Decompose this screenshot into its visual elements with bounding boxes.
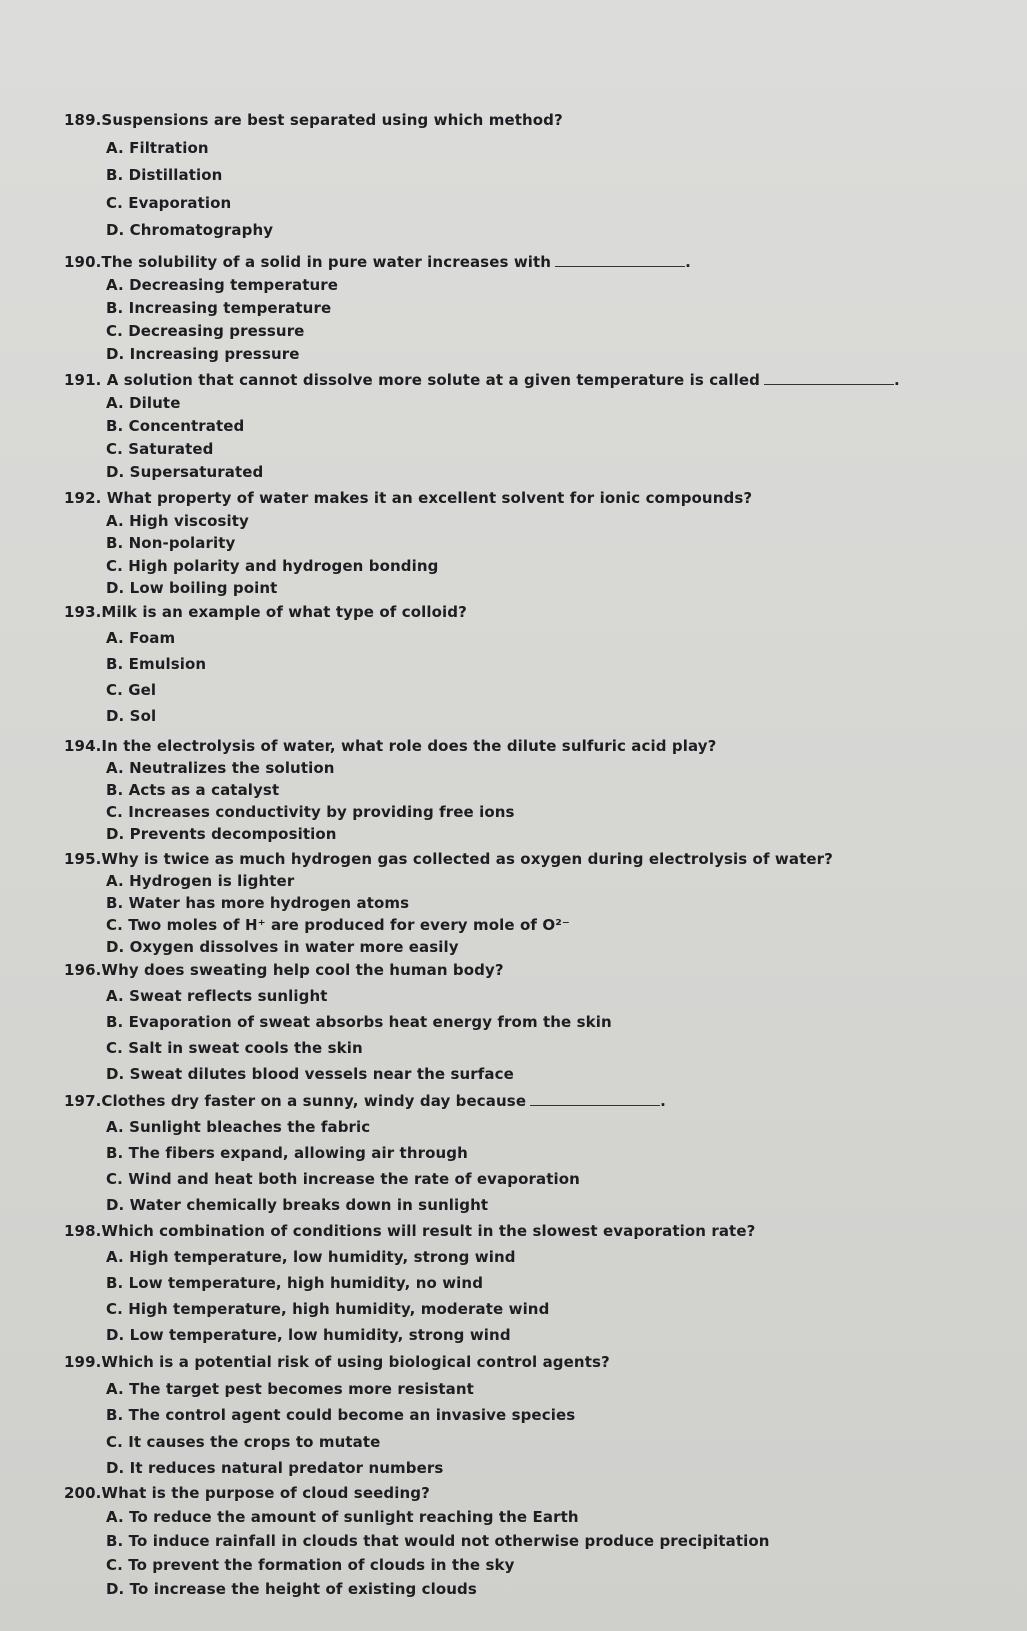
answer-option: B. Distillation <box>106 166 223 184</box>
answer-option: A. High viscosity <box>106 511 249 530</box>
answer-option: B. Water has more hydrogen atoms <box>106 894 410 912</box>
question-189 <box>64 111 563 129</box>
question-number: 199. <box>64 1353 102 1371</box>
answer-option: B. The control agent could become an invasive species <box>106 1406 576 1424</box>
question-number: 192. <box>64 489 107 507</box>
answer-blank <box>764 372 894 385</box>
question-text: Why is twice as much hydrogen gas collected as oxygen during electrolysis of water? <box>101 850 833 868</box>
answer-option: B. To induce rainfall in clouds that would not otherwise produce precipitation <box>106 1532 770 1550</box>
answer-option: D. Sweat dilutes blood vessels near the surface <box>106 1065 514 1083</box>
question-197: 197.Clothes dry faster on a sunny, windy day because . <box>64 1092 666 1110</box>
answer-option: A. Neutralizes the solution <box>106 759 335 777</box>
answer-option: B. Acts as a catalyst <box>106 781 280 799</box>
question-text: Which is a potential risk of using biological control agents? <box>101 1353 610 1371</box>
answer-option: C. Gel <box>106 681 157 699</box>
question-196 <box>64 961 504 979</box>
answer-option: B. Concentrated <box>106 417 245 435</box>
answer-blank <box>555 254 685 267</box>
question-195 <box>64 850 833 868</box>
answer-option: C. Increases conductivity by providing free ions <box>106 803 515 821</box>
answer-option: C. High polarity and hydrogen bonding <box>106 556 439 575</box>
question-193 <box>64 603 467 621</box>
answer-option: A. The target pest becomes more resistant <box>106 1379 474 1398</box>
answer-option: B. The fibers expand, allowing air through <box>106 1144 468 1162</box>
answer-option: C. Evaporation <box>106 193 232 212</box>
answer-option: A. Sweat reflects sunlight <box>106 987 328 1005</box>
answer-option: A. Hydrogen is lighter <box>106 872 295 890</box>
question-194 <box>64 737 716 755</box>
answer-option: A. To reduce the amount of sunlight reaching the Earth <box>106 1508 579 1526</box>
question-number: 200. <box>64 1484 102 1502</box>
answer-option: D. Increasing pressure <box>106 345 300 363</box>
question-number: 197. <box>64 1092 102 1110</box>
question-number: 189. <box>64 111 102 129</box>
answer-option: C. High temperature, high humidity, moderate wind <box>106 1300 550 1318</box>
answer-option: D. Low boiling point <box>106 579 278 597</box>
question-text: Milk is an example of what type of colloid? <box>101 603 467 621</box>
answer-option: D. Oxygen dissolves in water more easily <box>106 938 459 956</box>
question-number: 195. <box>64 850 102 868</box>
answer-option: C. Saturated <box>106 440 214 458</box>
question-199 <box>64 1353 610 1371</box>
answer-option: C. To prevent the formation of clouds in the sky <box>106 1556 515 1574</box>
question-198 <box>64 1222 755 1240</box>
answer-option: D. Chromatography <box>106 221 274 239</box>
answer-option: B. Non-polarity <box>106 534 236 552</box>
answer-option: B. Emulsion <box>106 655 207 673</box>
question-text: In the electrolysis of water, what role does the dilute sulfuric acid play? <box>101 737 717 755</box>
answer-option: D. To increase the height of existing clouds <box>106 1580 477 1598</box>
answer-option: D. It reduces natural predator numbers <box>106 1459 444 1477</box>
answer-option: C. Two moles of H⁺ are produced for every mole of O²⁻ <box>106 916 570 934</box>
question-text: Clothes dry faster on a sunny, windy day because <box>101 1092 527 1110</box>
question-191: 191. A solution that cannot dissolve more solute at a given temperature is called . <box>64 371 900 389</box>
answer-option: A. High temperature, low humidity, strong wind <box>106 1248 516 1266</box>
question-192 <box>64 489 752 507</box>
question-text: A solution that cannot dissolve more solute at a given temperature is called <box>106 371 761 389</box>
answer-option: D. Prevents decomposition <box>106 825 337 843</box>
answer-option: B. Evaporation of sweat absorbs heat energy from the skin <box>106 1013 612 1031</box>
answer-blank <box>530 1093 660 1106</box>
answer-option: C. Decreasing pressure <box>106 322 305 340</box>
answer-option: D. Sol <box>106 707 157 725</box>
question-number: 198. <box>64 1222 102 1240</box>
answer-option: A. Filtration <box>106 138 209 157</box>
question-200 <box>64 1484 430 1502</box>
answer-option: D. Supersaturated <box>106 463 264 481</box>
question-number: 191. <box>64 371 107 389</box>
answer-option: C. It causes the crops to mutate <box>106 1432 381 1451</box>
answer-option: A. Decreasing temperature <box>106 276 339 294</box>
answer-option: D. Low temperature, low humidity, strong wind <box>106 1326 511 1344</box>
answer-option: A. Foam <box>106 629 176 647</box>
answer-option: B. Low temperature, high humidity, no wind <box>106 1274 484 1292</box>
answer-option: A. Sunlight bleaches the fabric <box>106 1118 371 1136</box>
question-text: Which combination of conditions will result in the slowest evaporation rate? <box>101 1222 756 1240</box>
question-190: 190.The solubility of a solid in pure water increases with . <box>64 253 691 271</box>
answer-option: B. Increasing temperature <box>106 299 332 317</box>
answer-option: C. Wind and heat both increase the rate of evaporation <box>106 1170 580 1188</box>
question-number: 196. <box>64 961 102 979</box>
question-number: 190. <box>64 253 102 271</box>
answer-option: C. Salt in sweat cools the skin <box>106 1039 363 1057</box>
answer-option: D. Water chemically breaks down in sunlight <box>106 1196 489 1214</box>
question-number: 193. <box>64 603 102 621</box>
answer-option: A. Dilute <box>106 394 181 412</box>
question-text: The solubility of a solid in pure water increases with <box>101 253 552 271</box>
question-text: Suspensions are best separated using which method? <box>101 111 563 129</box>
question-text: What is the purpose of cloud seeding? <box>101 1484 430 1502</box>
question-text: Why does sweating help cool the human body? <box>101 961 504 979</box>
question-number: 194. <box>64 737 102 755</box>
question-text: What property of water makes it an excellent solvent for ionic compounds? <box>106 489 753 507</box>
